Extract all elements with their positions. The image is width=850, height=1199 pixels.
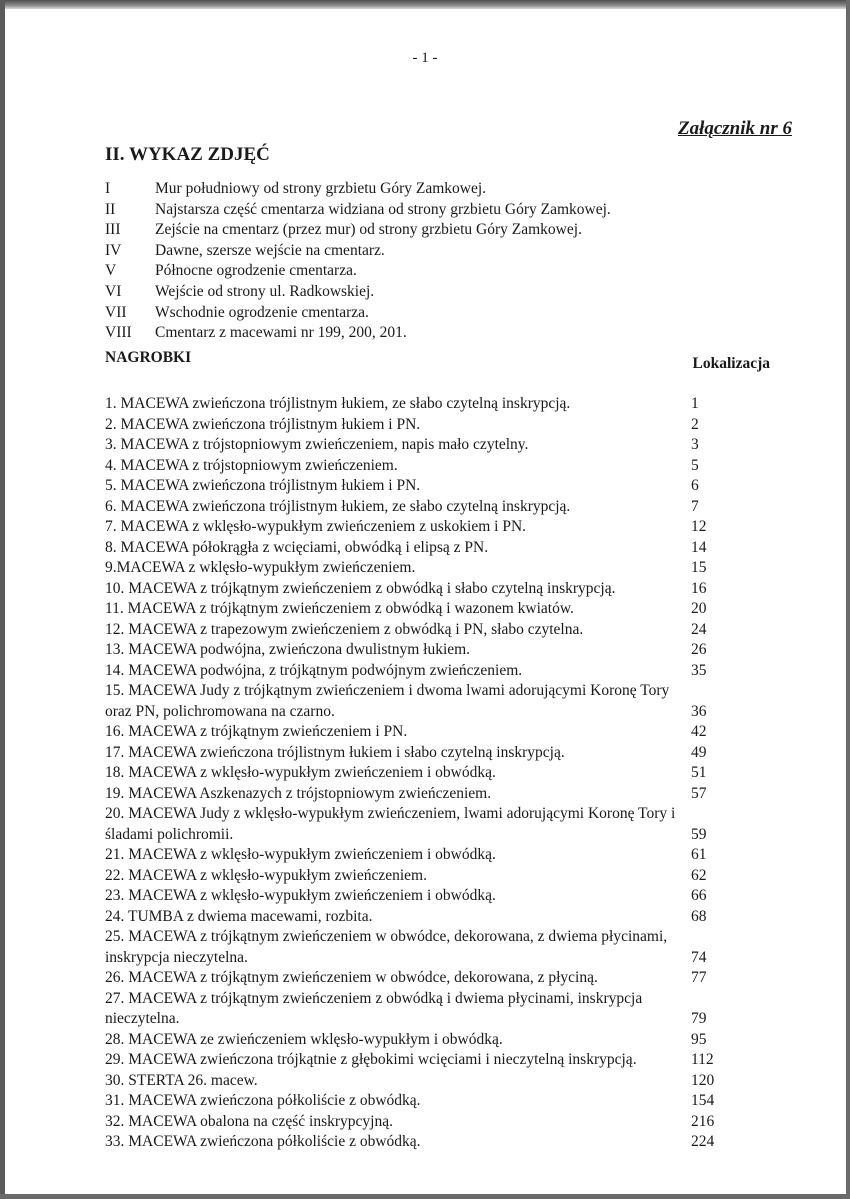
tombstone-location: 79: [691, 1010, 707, 1027]
tombstone-description: 7. MACEWA z wklęsło-wypukłym zwieńczeniem z uskokiem i PN.: [105, 518, 527, 535]
tombstone-list-item: [105, 1112, 735, 1133]
location-header: Lokalizacja: [692, 355, 770, 372]
tombstone-list-item: [105, 907, 735, 928]
tombstone-list-item: [105, 497, 735, 518]
photo-number: III: [105, 221, 121, 239]
tombstone-location: 42: [691, 723, 707, 740]
tombstone-description: 20. MACEWA Judy z wklęsło-wypukłym zwieńczeniem, lwami adorującymi Koronę Tory i śladami polichromii.: [105, 805, 676, 843]
tombstone-description: 4. MACEWA z trójstopniowym zwieńczeniem.: [105, 456, 398, 474]
tombstone-description: 6. MACEWA zwieńczona trójlistnym łukiem, ze słabo czytelną inskrypcją.: [105, 497, 571, 515]
tombstone-description: 27. MACEWA z trójkątnym zwieńczeniem z obwódką i dwiema płycinami, inskrypcja nieczytelna.: [105, 989, 643, 1027]
photo-list-item: [105, 323, 785, 344]
tombstone-location: 26: [691, 641, 707, 658]
tombstone-description: 33. MACEWA zwieńczona półkoliście z obwódką.: [105, 1133, 421, 1150]
tombstone-location: 68: [691, 907, 707, 925]
tombstone-location: 216: [691, 1112, 715, 1130]
tombstone-description: 12. MACEWA z trapezowym zwieńczeniem z obwódką i PN, słabo czytelna.: [105, 620, 584, 638]
tombstone-description: 24. TUMBA z dwiema macewami, rozbita.: [105, 907, 373, 925]
tombstone-list-item: [105, 866, 735, 887]
tombstone-description: 1. MACEWA zwieńczona trójlistnym łukiem, ze słabo czytelną inskrypcją.: [105, 395, 571, 412]
tombstone-description: 17. MACEWA zwieńczona trójlistnym łukiem i słabo czytelną inskrypcją.: [105, 743, 565, 761]
photo-number: I: [105, 180, 111, 197]
tombstone-description: 21. MACEWA z wklęsło-wypukłym zwieńczeniem i obwódką.: [105, 846, 496, 863]
photo-list-item: [105, 200, 785, 221]
tombstone-list-item: [105, 763, 735, 784]
tombstone-list-item: [105, 517, 735, 538]
tombstone-description: 32. MACEWA obalona na część inskrypcyjną.: [105, 1112, 393, 1130]
tombstone-location: 112: [691, 1051, 714, 1068]
tombstone-location: 12: [691, 518, 707, 535]
tombstone-list-item: [105, 989, 735, 1030]
tombstone-description: 10. MACEWA z trójkątnym zwieńczeniem z obwódką i słabo czytelną inskrypcją.: [105, 579, 616, 597]
tombstone-location: 36: [691, 702, 707, 720]
tombstone-description: 31. MACEWA zwieńczona półkoliście z obwódką.: [105, 1092, 421, 1109]
tombstone-description: 11. MACEWA z trójkątnym zwieńczeniem z obwódką i wazonem kwiatów.: [105, 600, 574, 617]
photo-description: Cmentarz z macewami nr 199, 200, 201.: [155, 324, 407, 342]
photo-description: Najstarsza część cmentarza widziana od strony grzbietu Góry Zamkowej.: [155, 200, 611, 218]
photo-list: [105, 179, 785, 344]
tombstone-list-item: [105, 394, 735, 415]
tombstone-description: 15. MACEWA Judy z trójkątnym zwieńczeniem i dwoma lwami adorującymi Koronę Tory oraz PN, polichromowana na czarno.: [105, 682, 670, 720]
tombstone-description: 13. MACEWA podwójna, zwieńczona dwulistnym łukiem.: [105, 641, 471, 658]
tombstone-location: 2: [691, 415, 699, 433]
tombstone-list: [105, 394, 735, 1153]
tombstone-list-item: [105, 640, 735, 661]
tombstone-description: 18. MACEWA z wklęsło-wypukłym zwieńczeniem i obwódką.: [105, 764, 496, 781]
tombstone-list-item: [105, 804, 735, 845]
tombstone-list-item: [105, 1091, 735, 1112]
tombstone-list-item: [105, 620, 735, 641]
tombstone-description: 29. MACEWA zwieńczona trójkątnie z głębokimi wcięciami i nieczytelną inskrypcją.: [105, 1051, 637, 1068]
photo-list-item: [105, 282, 785, 303]
tombstone-location: 95: [691, 1030, 707, 1048]
tombstone-location: 59: [691, 825, 707, 843]
tombstone-description: 26. MACEWA z trójkątnym zwieńczeniem w obwódce, dekorowana, z płyciną.: [105, 969, 598, 986]
tombstone-location: 61: [691, 846, 707, 863]
photo-list-item: [105, 241, 785, 262]
photo-description: Mur południowy od strony grzbietu Góry Zamkowej.: [155, 180, 487, 197]
tombstone-location: 120: [691, 1071, 715, 1089]
tombstones-header: NAGROBKI: [105, 349, 192, 366]
tombstone-list-item: [105, 558, 735, 579]
tombstone-list-item: [105, 1132, 735, 1153]
tombstone-list-item: [105, 661, 735, 682]
tombstone-location: 6: [691, 477, 699, 494]
tombstone-description: 23. MACEWA z wklęsło-wypukłym zwieńczeniem i obwódką.: [105, 887, 496, 904]
photo-number: VII: [105, 303, 127, 321]
scan-edge-top: [0, 0, 850, 9]
photo-description: Zejście na cmentarz (przez mur) od strony grzbietu Góry Zamkowej.: [155, 221, 582, 239]
tombstone-list-item: [105, 538, 735, 559]
photo-description: Dawne, szersze wejście na cmentarz.: [155, 241, 385, 259]
tombstone-list-item: [105, 415, 735, 436]
photo-description: Wschodnie ogrodzenie cmentarza.: [155, 303, 369, 321]
tombstone-description: 14. MACEWA podwójna, z trójkątnym podwójnym zwieńczeniem.: [105, 661, 523, 679]
photo-list-item: [105, 179, 785, 200]
tombstone-description: 19. MACEWA Aszkenazych z trójstopniowym zwieńczeniem.: [105, 784, 492, 802]
tombstone-list-item: [105, 456, 735, 477]
tombstone-location: 62: [691, 866, 707, 884]
tombstone-description: 22. MACEWA z wklęsło-wypukłym zwieńczeniem.: [105, 866, 427, 884]
photo-list-item: [105, 303, 785, 324]
scan-edge-bottom: [0, 1194, 850, 1199]
photo-number: VIII: [105, 324, 132, 342]
tombstone-location: 154: [691, 1092, 715, 1109]
tombstone-location: 35: [691, 661, 707, 679]
photo-number: VI: [105, 282, 122, 300]
scan-edge-right: [846, 0, 850, 1199]
tombstone-description: 3. MACEWA z trójstopniowym zwieńczeniem, napis mało czytelny.: [105, 436, 529, 453]
tombstone-list-item: [105, 1050, 735, 1071]
tombstone-location: 51: [691, 764, 707, 781]
tombstone-location: 24: [691, 620, 707, 638]
tombstone-location: 3: [691, 436, 699, 453]
tombstone-location: 14: [691, 538, 707, 556]
tombstone-location: 74: [691, 948, 707, 966]
tombstone-location: 49: [691, 743, 707, 761]
section-title: II. WYKAZ ZDJĘĆ: [105, 144, 270, 165]
tombstone-list-item: [105, 579, 735, 600]
tombstone-list-item: [105, 845, 735, 866]
tombstone-location: 77: [691, 969, 707, 986]
photo-number: V: [105, 262, 117, 280]
tombstone-list-item: [105, 968, 735, 989]
tombstone-list-item: [105, 743, 735, 764]
tombstone-list-item: [105, 722, 735, 743]
photo-description: Północne ogrodzenie cmentarza.: [155, 262, 357, 280]
tombstone-location: 15: [691, 559, 707, 576]
tombstone-list-item: [105, 681, 735, 722]
photo-list-item: [105, 220, 785, 241]
tombstone-list-item: [105, 599, 735, 620]
tombstone-location: 1: [691, 395, 699, 412]
tombstone-location: 224: [691, 1133, 715, 1150]
tombstone-list-item: [105, 927, 735, 968]
tombstone-list-item: [105, 476, 735, 497]
photo-number: II: [105, 200, 116, 218]
tombstone-location: 57: [691, 784, 707, 802]
tombstone-description: 8. MACEWA półokrągła z wcięciami, obwódką i elipsą z PN.: [105, 538, 489, 556]
tombstone-description: 9.MACEWA z wklęsło-wypukłym zwieńczeniem.: [105, 559, 416, 576]
tombstone-location: 66: [691, 887, 707, 904]
tombstone-list-item: [105, 886, 735, 907]
photo-description: Wejście od strony ul. Radkowskiej.: [155, 282, 375, 300]
tombstone-location: 20: [691, 600, 707, 617]
tombstone-location: 7: [691, 497, 699, 515]
tombstone-location: 16: [691, 579, 707, 597]
tombstone-list-item: [105, 435, 735, 456]
tombstone-description: 2. MACEWA zwieńczona trójlistnym łukiem i PN.: [105, 415, 421, 433]
tombstone-location: 5: [691, 456, 699, 474]
tombstone-description: 16. MACEWA z trójkątnym zwieńczeniem i PN.: [105, 723, 408, 740]
tombstone-list-item: [105, 1030, 735, 1051]
photo-list-item: [105, 261, 785, 282]
tombstone-list-item: [105, 1071, 735, 1092]
tombstone-description: 5. MACEWA zwieńczona trójlistnym łukiem i PN.: [105, 477, 421, 494]
tombstone-description: 30. STERTA 26. macew.: [105, 1071, 258, 1089]
tombstone-list-item: [105, 784, 735, 805]
tombstone-description: 28. MACEWA ze zwieńczeniem wklęsło-wypukłym i obwódką.: [105, 1030, 503, 1048]
attachment-label: Załącznik nr 6: [677, 118, 792, 139]
tombstone-description: 25. MACEWA z trójkątnym zwieńczeniem w obwódce, dekorowana, z dwiema płycinami, inskrypcja nieczytelna.: [105, 928, 668, 966]
photo-number: IV: [105, 241, 122, 259]
scan-edge-left: [0, 0, 5, 1199]
page-number: - 1 -: [412, 50, 438, 66]
